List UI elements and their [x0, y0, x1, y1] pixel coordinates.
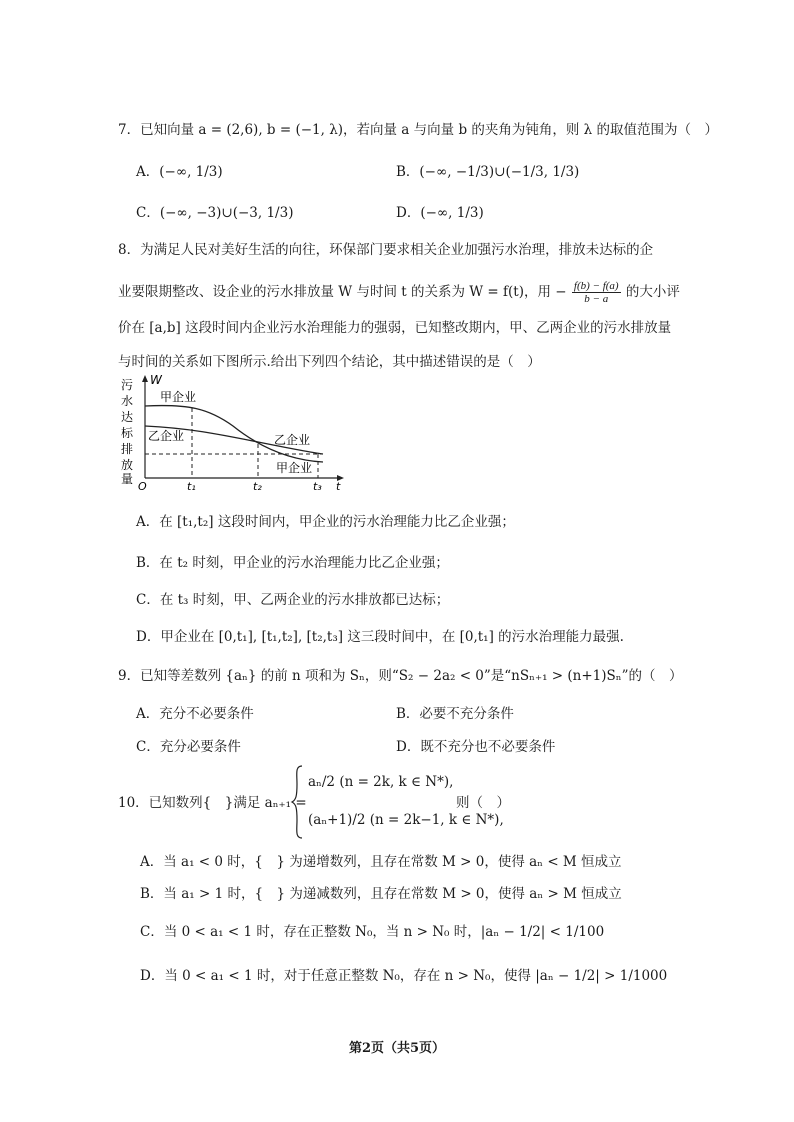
q10-case-2: (aₙ+1)/2 (n = 2k−1, k ∈ N*),: [308, 812, 504, 828]
q9-option-d: D．既不充分也不必要条件: [396, 739, 556, 755]
q8-frac-den: b − a: [584, 293, 609, 305]
tick-t2: t₂: [253, 480, 262, 492]
q8-option-c: C．在 t₃ 时刻，甲、乙两企业的污水排放都已达标；: [136, 592, 450, 608]
tick-t1: t₁: [187, 480, 196, 492]
q8-line-2a: 业要限期整改、设企业的污水排放量 W 与时间 t 的关系为 W = f(t)，用 −: [118, 284, 567, 300]
label-yi-right: 乙企业: [274, 433, 311, 447]
side-char-6: 放: [121, 458, 134, 472]
y-axis-arrow: [142, 375, 148, 382]
q7-option-b: B．(−∞, −1/3)∪(−1/3, 1/3): [396, 164, 580, 180]
brace-icon: [290, 764, 304, 840]
q8-line-1: 8．为满足人民对美好生活的向往，环保部门要求相关企业加强污水治理，排放未达标的企: [118, 242, 654, 258]
emission-chart: [118, 374, 348, 492]
q7-option-c: C．(−∞, −3)∪(−3, 1/3): [136, 205, 294, 221]
side-char-4: 标: [121, 426, 134, 440]
q8-option-d: D．甲企业在 [0,t₁], [t₁,t₂], [t₂,t₃] 这三段时间中，在 [0,t₁] 的污水治理能力最强.: [136, 629, 624, 645]
origin-label: O: [138, 480, 147, 492]
q8-frac-num: f(b) − f(a): [573, 280, 619, 292]
side-char-5: 排: [121, 442, 134, 456]
q9-option-b: B．必要不充分条件: [396, 706, 514, 722]
side-char-2: 水: [121, 394, 134, 408]
tick-t3: t₃: [313, 480, 322, 492]
q10-option-a: A．当 a₁ < 0 时，{ } 为递增数列，且存在常数 M > 0，使得 aₙ < M 恒成立: [140, 854, 622, 870]
label-jia-top: 甲企业: [160, 390, 197, 404]
q10-case-1: aₙ/2 (n = 2k, k ∈ N*),: [308, 774, 454, 790]
side-char-3: 达: [121, 410, 134, 424]
q9-option-c: C．充分必要条件: [136, 739, 241, 755]
label-jia-right: 甲企业: [276, 461, 313, 475]
q8-option-a: A．在 [t₁,t₂] 这段时间内，甲企业的污水治理能力比乙企业强；: [136, 514, 515, 530]
q9-stem: 9．已知等差数列 {aₙ} 的前 n 项和为 Sₙ，则“S₂ − 2a₂ < 0”是“nSₙ₊₁ > (n+1)Sₙ”的（ ）: [118, 668, 683, 684]
q7-option-d: D．(−∞, 1/3): [396, 205, 484, 221]
q8-line-2b: 的大小评: [625, 284, 680, 300]
q8-line-4: 与时间的关系如下图所示.给出下列四个结论，其中描述错误的是（ ）: [118, 354, 541, 370]
q7-option-a: A．(−∞, 1/3): [136, 164, 223, 180]
label-yi-left: 乙企业: [148, 429, 185, 443]
q8-option-b: B．在 t₂ 时刻，甲企业的污水治理能力比乙企业强；: [136, 555, 449, 571]
q8-fraction: [572, 280, 621, 305]
page-footer: 第2页（共5页）: [348, 1041, 446, 1056]
side-char-1: 污: [121, 378, 134, 392]
q10-option-c: C．当 0 < a₁ < 1 时，存在正整数 N₀，当 n > N₀ 时，|aₙ − 1/2| < 1/100: [140, 924, 605, 940]
q10-option-b: B．当 a₁ > 1 时，{ } 为递减数列，且存在常数 M > 0，使得 aₙ > M 恒成立: [140, 886, 622, 902]
q10-stem-b: 则（ ）: [456, 795, 510, 811]
q8-line-3: 价在 [a,b] 这段时间内企业污水治理能力的强弱，已知整改期内，甲、乙两企业的污水排放量: [118, 320, 672, 336]
x-axis-label: t: [336, 480, 341, 492]
side-label: [121, 378, 134, 486]
q10-option-d: D．当 0 < a₁ < 1 时，对于任意正整数 N₀，存在 n > N₀，使得 |aₙ − 1/2| > 1/1000: [140, 968, 668, 984]
side-char-7: 量: [121, 472, 134, 486]
q10-stem-a: 10．已知数列{ }满足 aₙ₊₁ =: [118, 795, 307, 811]
q9-option-a: A．充分不必要条件: [136, 706, 254, 722]
q7-stem: 7．已知向量 a = (2,6), b = (−1, λ)，若向量 a 与向量 b 的夹角为钝角，则 λ 的取值范围为（ ）: [118, 122, 719, 138]
q8-line-2: [118, 280, 680, 305]
y-axis-label: W: [150, 374, 162, 387]
